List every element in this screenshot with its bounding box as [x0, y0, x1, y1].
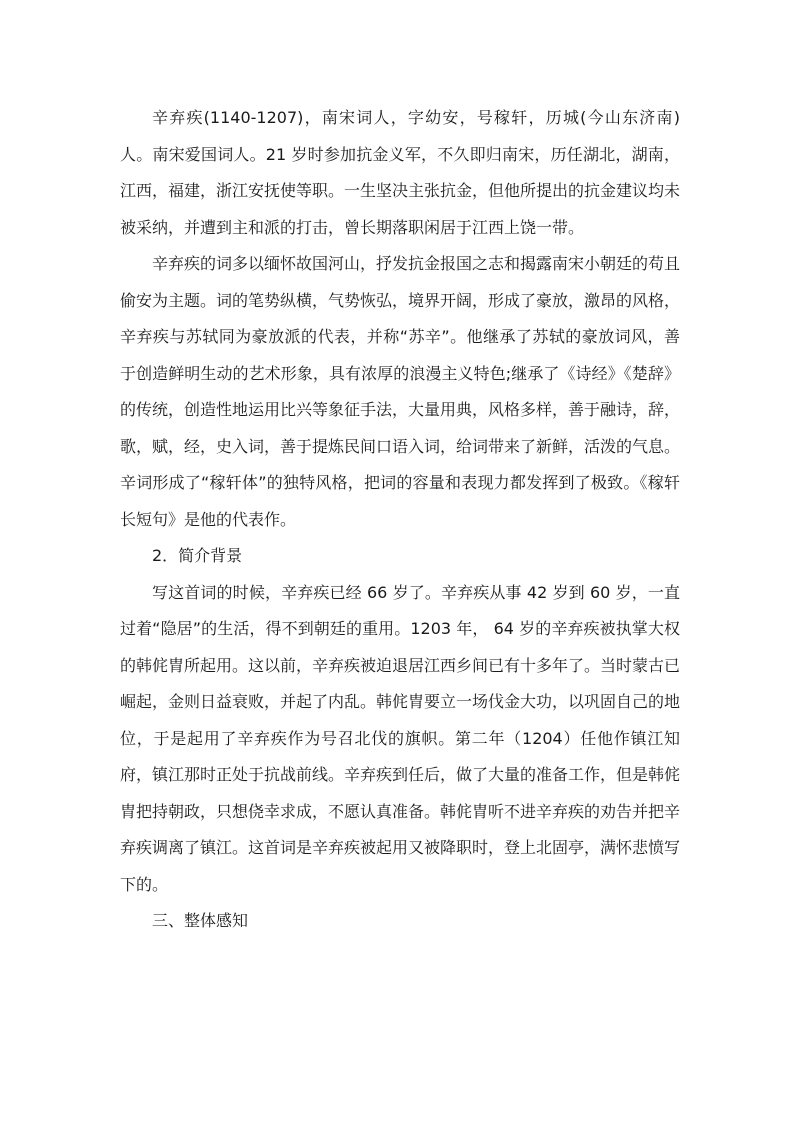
paragraph-biography: 辛弃疾(1140-1207)，南宋词人，字幼安，号稼轩，历城(今山东济南)人。南宋爱国词人。21 岁时参加抗金义军，不久即归南宋，历任湖北，湖南，江西，福建，浙江安抚使等职。一生坚决主张抗金，但他所提出的抗金建议均未被采纳，并遭到主和派的打击，曾长期落职闲居于江西上饶一带。 [120, 108, 681, 237]
document-page [120, 100, 680, 940]
paragraph-background: 写这首词的时候，辛弃疾已经 66 岁了。辛弃疾从事 42 岁到 60 岁，一直过着“隐居”的生活，得不到朝廷的重用。1203 年， 64 岁的辛弃疾被执掌大权的韩侂胄所起用。这以前，辛弃疾被迫退居江西乡间已有十多年了。当时蒙古已崛起，金则日益衰败，并起了内乱。韩侂胄要立一场伐金大功，以巩固自己的地位，于是起用了辛弃疾作为号召北伐的旗帜。第二年（1204）任他作镇江知府，镇江那时正处于抗战前线。辛弃疾到任后，做了大量的准备工作，但是韩侂胄把持朝政，只想侥幸求成，不愿认真准备。韩侂胄听不进辛弃疾的劝告并把辛弃疾调离了镇江。这首词是辛弃疾被起用又被降职时，登上北固亭，满怀悲愤写下的。 [120, 582, 681, 894]
heading-perception: 三、整体感知 [152, 911, 249, 930]
heading-background: 2．简介背景 [152, 546, 243, 565]
paragraph-style: 辛弃疾的词多以缅怀故国河山，抒发抗金报国之志和揭露南宋小朝廷的苟且偷安为主题。词的笔势纵横，气势恢弘，境界开阔，形成了豪放，激昂的风格，辛弃疾与苏轼同为豪放派的代表，并称“苏辛”。他继承了苏轼的豪放词风，善于创造鲜明生动的艺术形象，具有浓厚的浪漫主义特色;继承了《诗经》《楚辞》的传统，创造性地运用比兴等象征手法，大量用典，风格多样，善于融诗，辞，歌，赋，经，史入词，善于提炼民间口语入词，给词带来了新鲜，活泼的气息。辛词形成了“稼轩体”的独特风格，把词的容量和表现力都发挥到了极致。《稼轩长短句》是他的代表作。 [120, 254, 681, 529]
